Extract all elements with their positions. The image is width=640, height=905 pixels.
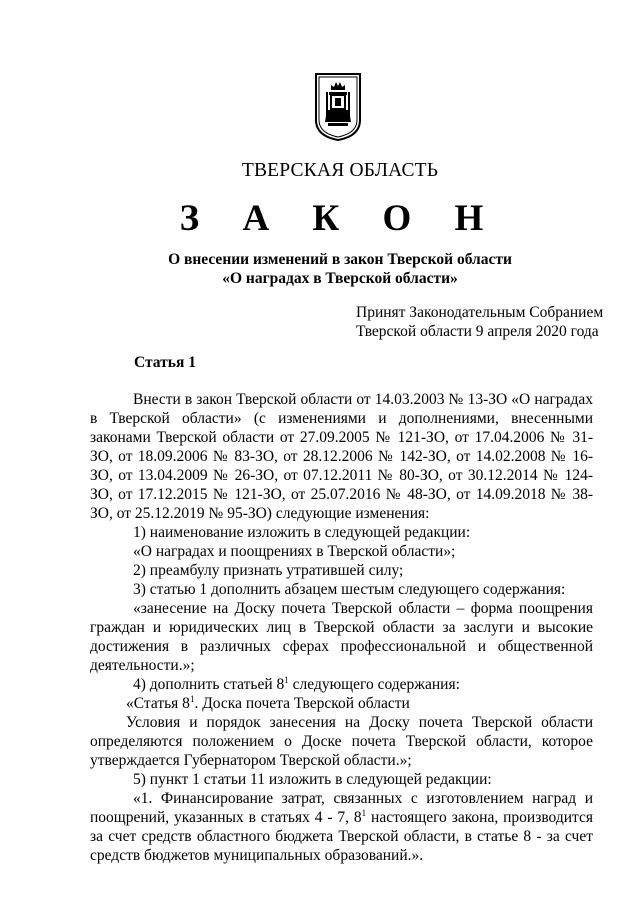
- item-4-heading: [90, 694, 593, 713]
- item-1-text: «О наградах и поощрениях в Тверской области»;: [133, 543, 456, 560]
- item-5: 5) пункт 1 статьи 11 изложить в следующей редакции:: [133, 771, 492, 788]
- document-type-title: З А К О Н: [179, 198, 501, 239]
- law-title-line2: «О наградах в Тверской области»: [222, 270, 458, 287]
- item-3-text: «занесение на Доску почета Тверской области – форма поощрения граждан и юридических лиц в Тверской области за заслуги и высокие достижения в различных сферах профессиональной и общественной деятельности.»;: [90, 600, 593, 674]
- article-intro-paragraph: Внести в закон Тверской области от 14.03.2003 № 13-ЗО «О наградах в Тверской области» (с изменениями и дополнениями, внесенными законами Тверской области от 27.09.2005 № 121-ЗО, от 17.04.2006 № 31-ЗО, от 18.09.2006 № 83-ЗО, от 28.12.2006 № 142-ЗО, от 14.02.2008 № 16-ЗО, от 13.04.2009 № 26-ЗО, от 07.12.2011 № 80-ЗО, от 30.12.2014 № 124-ЗО, от 17.12.2015 № 121-ЗО, от 25.07.2016 № 48-ЗО, от 14.09.2018 № 38-ЗО, от 25.12.2019 № 95-ЗО) следующие изменения:: [90, 391, 593, 522]
- item-5-text: [90, 789, 593, 865]
- item-5-text-superscript: 1: [361, 808, 367, 818]
- item-4-heading-part-b: . Доска почета Тверской области: [194, 695, 410, 712]
- item-1: 1) наименование изложить в следующей редакции:: [133, 524, 471, 541]
- law-title-line1: О внесении изменений в закон Тверской области: [168, 251, 512, 268]
- item-4-heading-part-a: «Статья 8: [126, 695, 190, 712]
- item-4-part-a: 4) дополнить статьей 8: [133, 676, 285, 693]
- item-4: [90, 675, 593, 694]
- article-body: [90, 390, 593, 865]
- adoption-note: [356, 303, 603, 341]
- region-name: ТВЕРСКАЯ ОБЛАСТЬ: [241, 160, 439, 181]
- adoption-note-line1: Принят Законодательным Собранием: [356, 304, 604, 321]
- item-4-superscript: 1: [284, 675, 289, 685]
- item-4-heading-superscript: 1: [189, 694, 195, 704]
- item-5-text-part-a: «1. Финансирование затрат, связанных с изготовлением наград и поощрений, указанных в статьях 4 - 7, 8: [90, 790, 593, 826]
- adoption-note-line2: Тверской области 9 апреля 2020 года: [356, 323, 599, 340]
- item-2: 2) преамбулу признать утратившей силу;: [133, 562, 404, 579]
- item-5-text-part-b: настоящего закона, производится за счет средств областного бюджета Тверской области, в статье 8 - за счет средств бюджетов муниципальных образований.».: [90, 809, 594, 864]
- coat-of-arms-icon: [314, 70, 362, 142]
- item-4-part-b: следующего содержания:: [288, 676, 460, 693]
- law-title: [0, 250, 640, 288]
- item-3: 3) статью 1 дополнить абзацем шестым следующего содержания:: [133, 581, 566, 598]
- article-heading: Статья 1: [134, 354, 196, 371]
- item-4-text: Условия и порядок занесения на Доску почета Тверской области определяются положением о Доске почета Тверской области, которое утверждается Губернатором Тверской области.»;: [90, 714, 593, 769]
